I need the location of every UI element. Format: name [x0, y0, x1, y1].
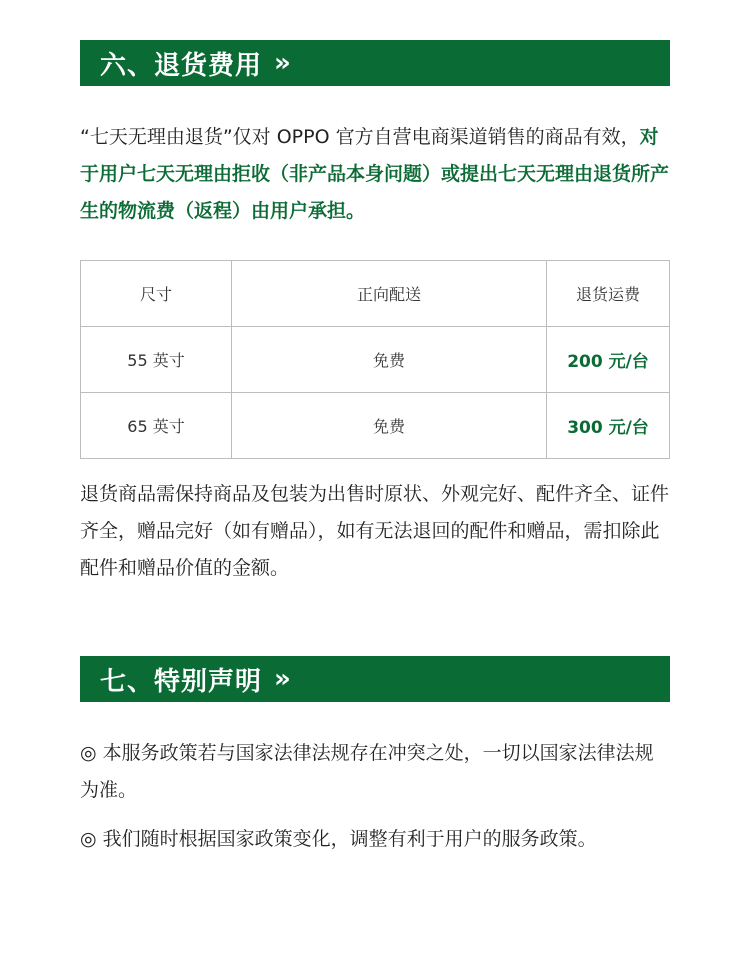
return-fee-intro: [80, 119, 670, 230]
intro-highlight-text: 对于用户七天无理由拒收（非产品本身问题）或提出七天无理由退货所产生的物流费（返程）由用户承担。: [80, 126, 670, 222]
return-conditions: 退货商品需保持商品及包装为出售时原状、外观完好、配件齐全、证件齐全，赠品完好（如有赠品），如有无法退回的配件和赠品，需扣除此配件和赠品价值的金额。: [80, 483, 670, 579]
cell-return-fee: 300 元/台: [547, 393, 670, 459]
table-row: [81, 327, 670, 393]
header-return-fee: 退货运费: [547, 261, 670, 327]
header-size: 尺寸: [81, 261, 232, 327]
special-note-2: ◎ 我们随时根据国家政策变化，调整有利于用户的服务政策。: [80, 828, 597, 850]
cell-return-fee: 200 元/台: [547, 327, 670, 393]
cell-size: 65 英寸: [81, 393, 232, 459]
table-header-row: [81, 261, 670, 327]
intro-plain-text: “七天无理由退货”仅对 OPPO 官方自营电商渠道销售的商品有效，: [80, 126, 640, 148]
return-fee-table: [80, 260, 670, 459]
section-6-header: [80, 40, 670, 86]
section-6-title: 六、退货费用: [100, 50, 263, 81]
double-chevron-right-icon: »: [274, 48, 292, 78]
cell-size: 55 英寸: [81, 327, 232, 393]
double-chevron-right-icon: »: [274, 664, 292, 694]
special-note-1: ◎ 本服务政策若与国家法律法规存在冲突之处，一切以国家法律法规为准。: [80, 742, 654, 801]
table-row: [81, 393, 670, 459]
cell-forward: 免费: [232, 327, 547, 393]
section-7-header: [80, 656, 670, 702]
cell-forward: 免费: [232, 393, 547, 459]
section-7-title: 七、特别声明: [100, 666, 263, 697]
header-forward-delivery: 正向配送: [232, 261, 547, 327]
